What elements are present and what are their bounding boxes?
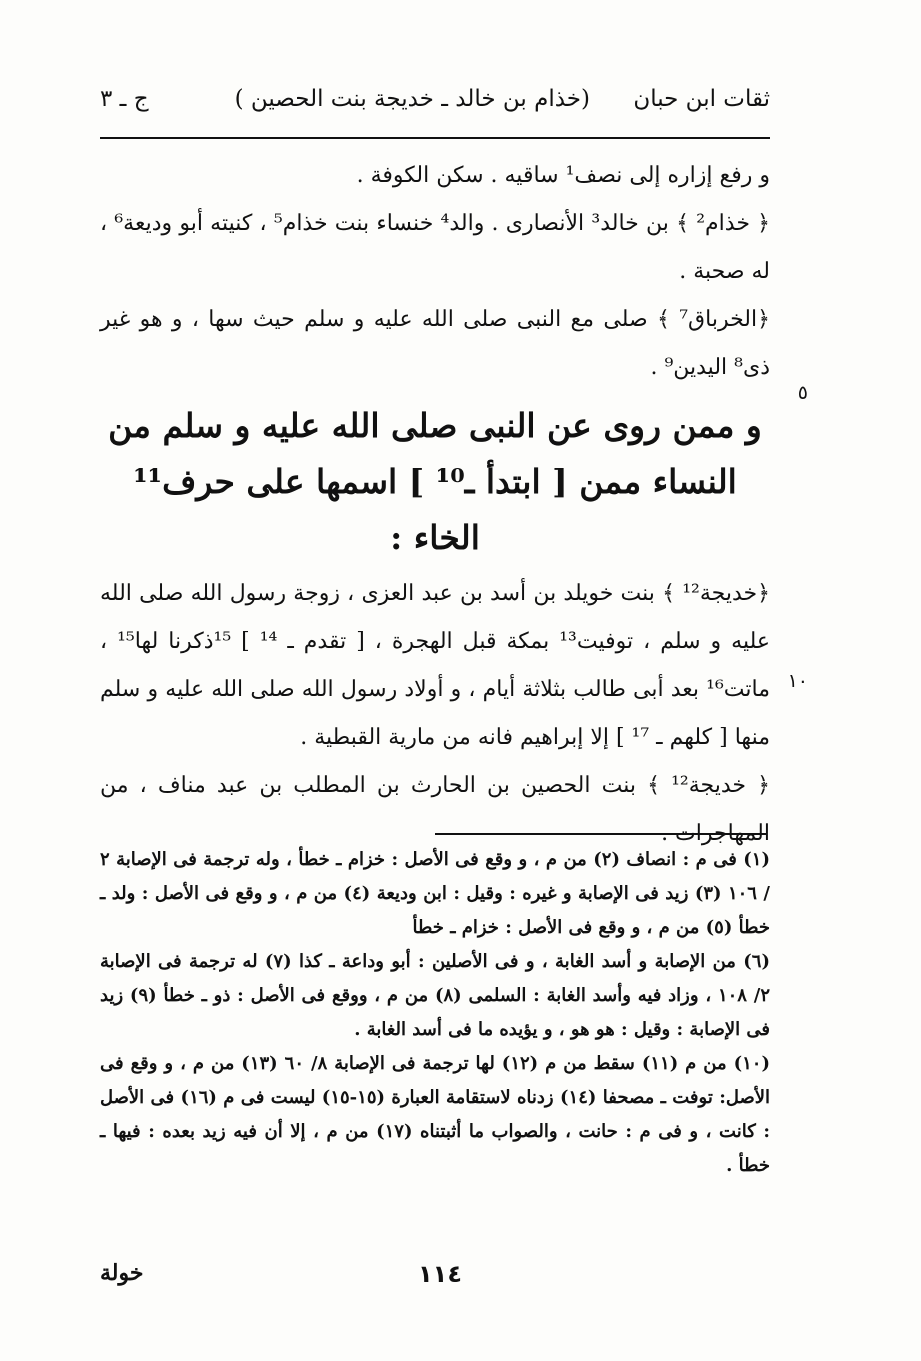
page-number: ١١٤ xyxy=(418,1260,462,1288)
header-divider xyxy=(100,137,770,139)
line-number-10: ١٠ xyxy=(787,670,808,692)
section-heading: و ممن روى عن النبى صلى الله عليه و سلم من النساء ممن [ ابتدأ ـ¹⁰ ] اسمها على حرف¹¹ الخاء : xyxy=(108,406,762,557)
book-title: ثقات ابن حبان xyxy=(633,86,770,112)
footnotes xyxy=(100,843,770,1183)
line-number-5: ٥ xyxy=(797,382,808,404)
entry-khidham: ﴿ خذام² ﴾ بن خالد³ الأنصارى . والد⁴ خنساء بنت خذام⁵ ، كنيته أبو وديعة⁶ ، له صحبة . xyxy=(100,211,771,284)
footnote-block: (٦) من الإصابة و أسد الغابة ، و فى الأصلين : أبو وداعة ـ كذا (٧) له ترجمة فى الإصابة ٢/ ١٠٨ ، وزاد فيه وأسد الغابة : السلمى (٨) من م ، ووقع فى الأصل : ذو ـ خطأ (٩) زيد فى الإصابة : وقيل : هو هو ، و يؤيده ما فى أسد الغابة . xyxy=(100,951,771,1040)
page-range-title: (خذام بن خالد ـ خديجة بنت الحصين ) xyxy=(234,86,590,112)
footnote-block: (١) فى م : انصاف (٢) من م ، و وقع فى الأصل : خزام ـ خطأ ، وله ترجمة فى الإصابة ٢ / ١٠٦ (٣) زيد فى الإصابة و غيره : وقيل : ابن وديعة (٤) من م ، و وقع فى الأصل : ولد ـ خطأ (٥) من م ، و وقع فى الأصل : خزام ـ خطأ xyxy=(100,849,770,938)
catchword: خولة xyxy=(100,1260,144,1286)
entry-khadija-husayn: ﴿ خديجة¹² ﴾ بنت الحصين بن الحارث بن المطلب بن عبد مناف ، من المهاجرات . xyxy=(100,773,770,846)
main-text xyxy=(100,152,808,858)
footnote-divider xyxy=(435,833,767,835)
paragraph: و رفع إزاره إلى نصف¹ ساقيه . سكن الكوفة . xyxy=(356,163,770,188)
entry-khadija-khuwaylid: ﴿خديجة¹² ﴾ بنت خويلد بن أسد بن عبد العزى ، زوجة رسول الله صلى الله عليه و سلم ، توفيت¹³ بمكة قبل الهجرة ، [ تقدم ـ ¹⁴ ] ¹⁵ذكرنا لها¹⁵ ، ماتت¹⁶ بعد أبى طالب بثلاثة أيام ، و أولاد رسول الله صلى الله عليه و سلم منها [ كلهم ـ ¹⁷ ] إلا إبراهيم فانه من مارية القبطية . xyxy=(100,581,770,750)
volume-number: ج ـ ٣ xyxy=(100,86,149,112)
footnote-block: (١٠) من م (١١) سقط من م (١٢) لها ترجمة فى الإصابة ٨/ ٦٠ (١٣) من م ، و وقع فى الأصل: توفت ـ مصحفا (١٤) زدناه لاستقامة العبارة (١٥-١٥) ليست فى م (١٦) فى الأصل : كانت ، و فى م : حانت ، والصواب ما أثبتناه (١٧) من م ، إلا أن فيه زيد بعده : فيها ـ خطأ . xyxy=(100,1053,771,1176)
entry-khirbaq: ﴿الخرباق⁷ ﴾ صلى مع النبى صلى الله عليه و سلم حيث سها ، و هو غير ذى⁸ اليدين⁹ . xyxy=(100,307,770,380)
running-header xyxy=(100,86,770,126)
